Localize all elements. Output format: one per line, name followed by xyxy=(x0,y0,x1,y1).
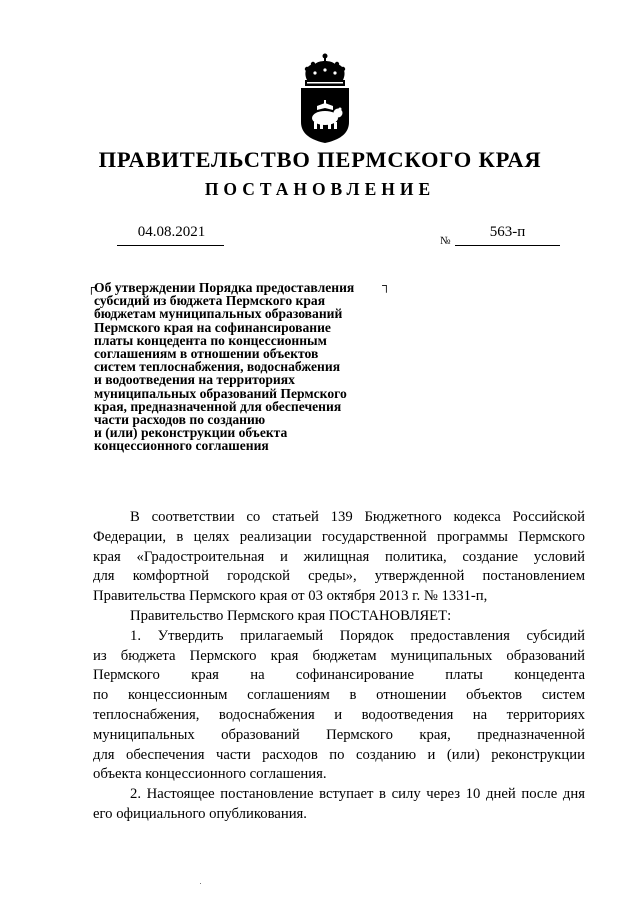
subject-line: соглашениям в отношении объектов xyxy=(94,346,319,362)
subject-line: и водоотведения на территориях xyxy=(94,372,295,388)
body-line: из бюджета Пермского края бюджетам муниципальных образований xyxy=(93,647,585,664)
subject-line: части расходов по созданию xyxy=(94,412,266,428)
subject-line: Об утверждении Порядка предоставления xyxy=(94,280,355,295)
subject-line: муниципальных образований Пермского xyxy=(94,385,347,401)
document-type-title: ПОСТАНОВЛЕНИЕ xyxy=(204,179,436,199)
subject-line: и (или) реконструкции объекта xyxy=(94,425,288,441)
body-line: 1. Утвердить прилагаемый Порядок предоставления субсидий xyxy=(130,627,585,644)
body-line: теплоснабжения, водоснабжения и водоотведения на территориях xyxy=(93,706,585,723)
number-sign: № xyxy=(440,235,451,247)
body-line: Правительства Пермского края от 03 октября 2013 г. № 1331-п, xyxy=(93,588,488,605)
body-line: для обеспечения части расходов по созданию и (или) реконструкции xyxy=(93,746,585,763)
subject-line: платы концедента по концессионным xyxy=(94,332,327,348)
body-line: по концессионным соглашениям в отношении объектов систем xyxy=(93,687,585,704)
body-line: муниципальных образований Пермского края, предназначенной xyxy=(93,726,585,743)
body-line: Федерации, в целях реализации государственной программы Пермского xyxy=(93,528,585,545)
decree-date: 04.08.2021 xyxy=(137,224,206,240)
date-underline xyxy=(117,245,224,246)
body-line: Правительство Пермского края ПОСТАНОВЛЯЕТ: xyxy=(130,607,452,624)
decree-subject xyxy=(94,278,394,454)
scan-speck xyxy=(200,883,201,884)
body-line: объекта концессионного соглашения. xyxy=(93,766,327,783)
body-line: его официального опубликования. xyxy=(93,805,307,822)
number-underline xyxy=(455,245,560,246)
decree-body xyxy=(93,508,585,825)
subject-line: Пермского края на софинансирование xyxy=(94,319,331,335)
subject-corner-bracket-right: ┐ xyxy=(382,278,391,292)
body-line: Пермского края на софинансирование платы концедента xyxy=(93,667,585,684)
government-title: ПРАВИТЕЛЬСТВО ПЕРМСКОГО КРАЯ xyxy=(98,147,542,172)
subject-line: бюджетам муниципальных образований xyxy=(94,306,343,322)
body-line: 2. Настоящее постановление вступает в силу через 10 дней после дня xyxy=(130,786,585,803)
body-line: для комфортной городской среды», утвержденной постановлением xyxy=(93,568,585,585)
body-line: края «Градостроительная и жилищная политика, создание условий xyxy=(93,548,585,565)
coat-of-arms-icon xyxy=(293,52,357,144)
body-line: В соответствии со статьей 139 Бюджетного кодекса Российской xyxy=(130,509,585,525)
decree-number: 563-п xyxy=(489,224,526,240)
subject-line: края, предназначенной для обеспечения xyxy=(94,398,342,414)
subject-line: систем теплоснабжения, водоснабжения xyxy=(94,359,341,375)
subject-corner-bracket-left: ┌ xyxy=(87,280,96,294)
subject-line: субсидий из бюджета Пермского края xyxy=(94,293,326,309)
subject-line: концессионного соглашения xyxy=(94,438,269,454)
